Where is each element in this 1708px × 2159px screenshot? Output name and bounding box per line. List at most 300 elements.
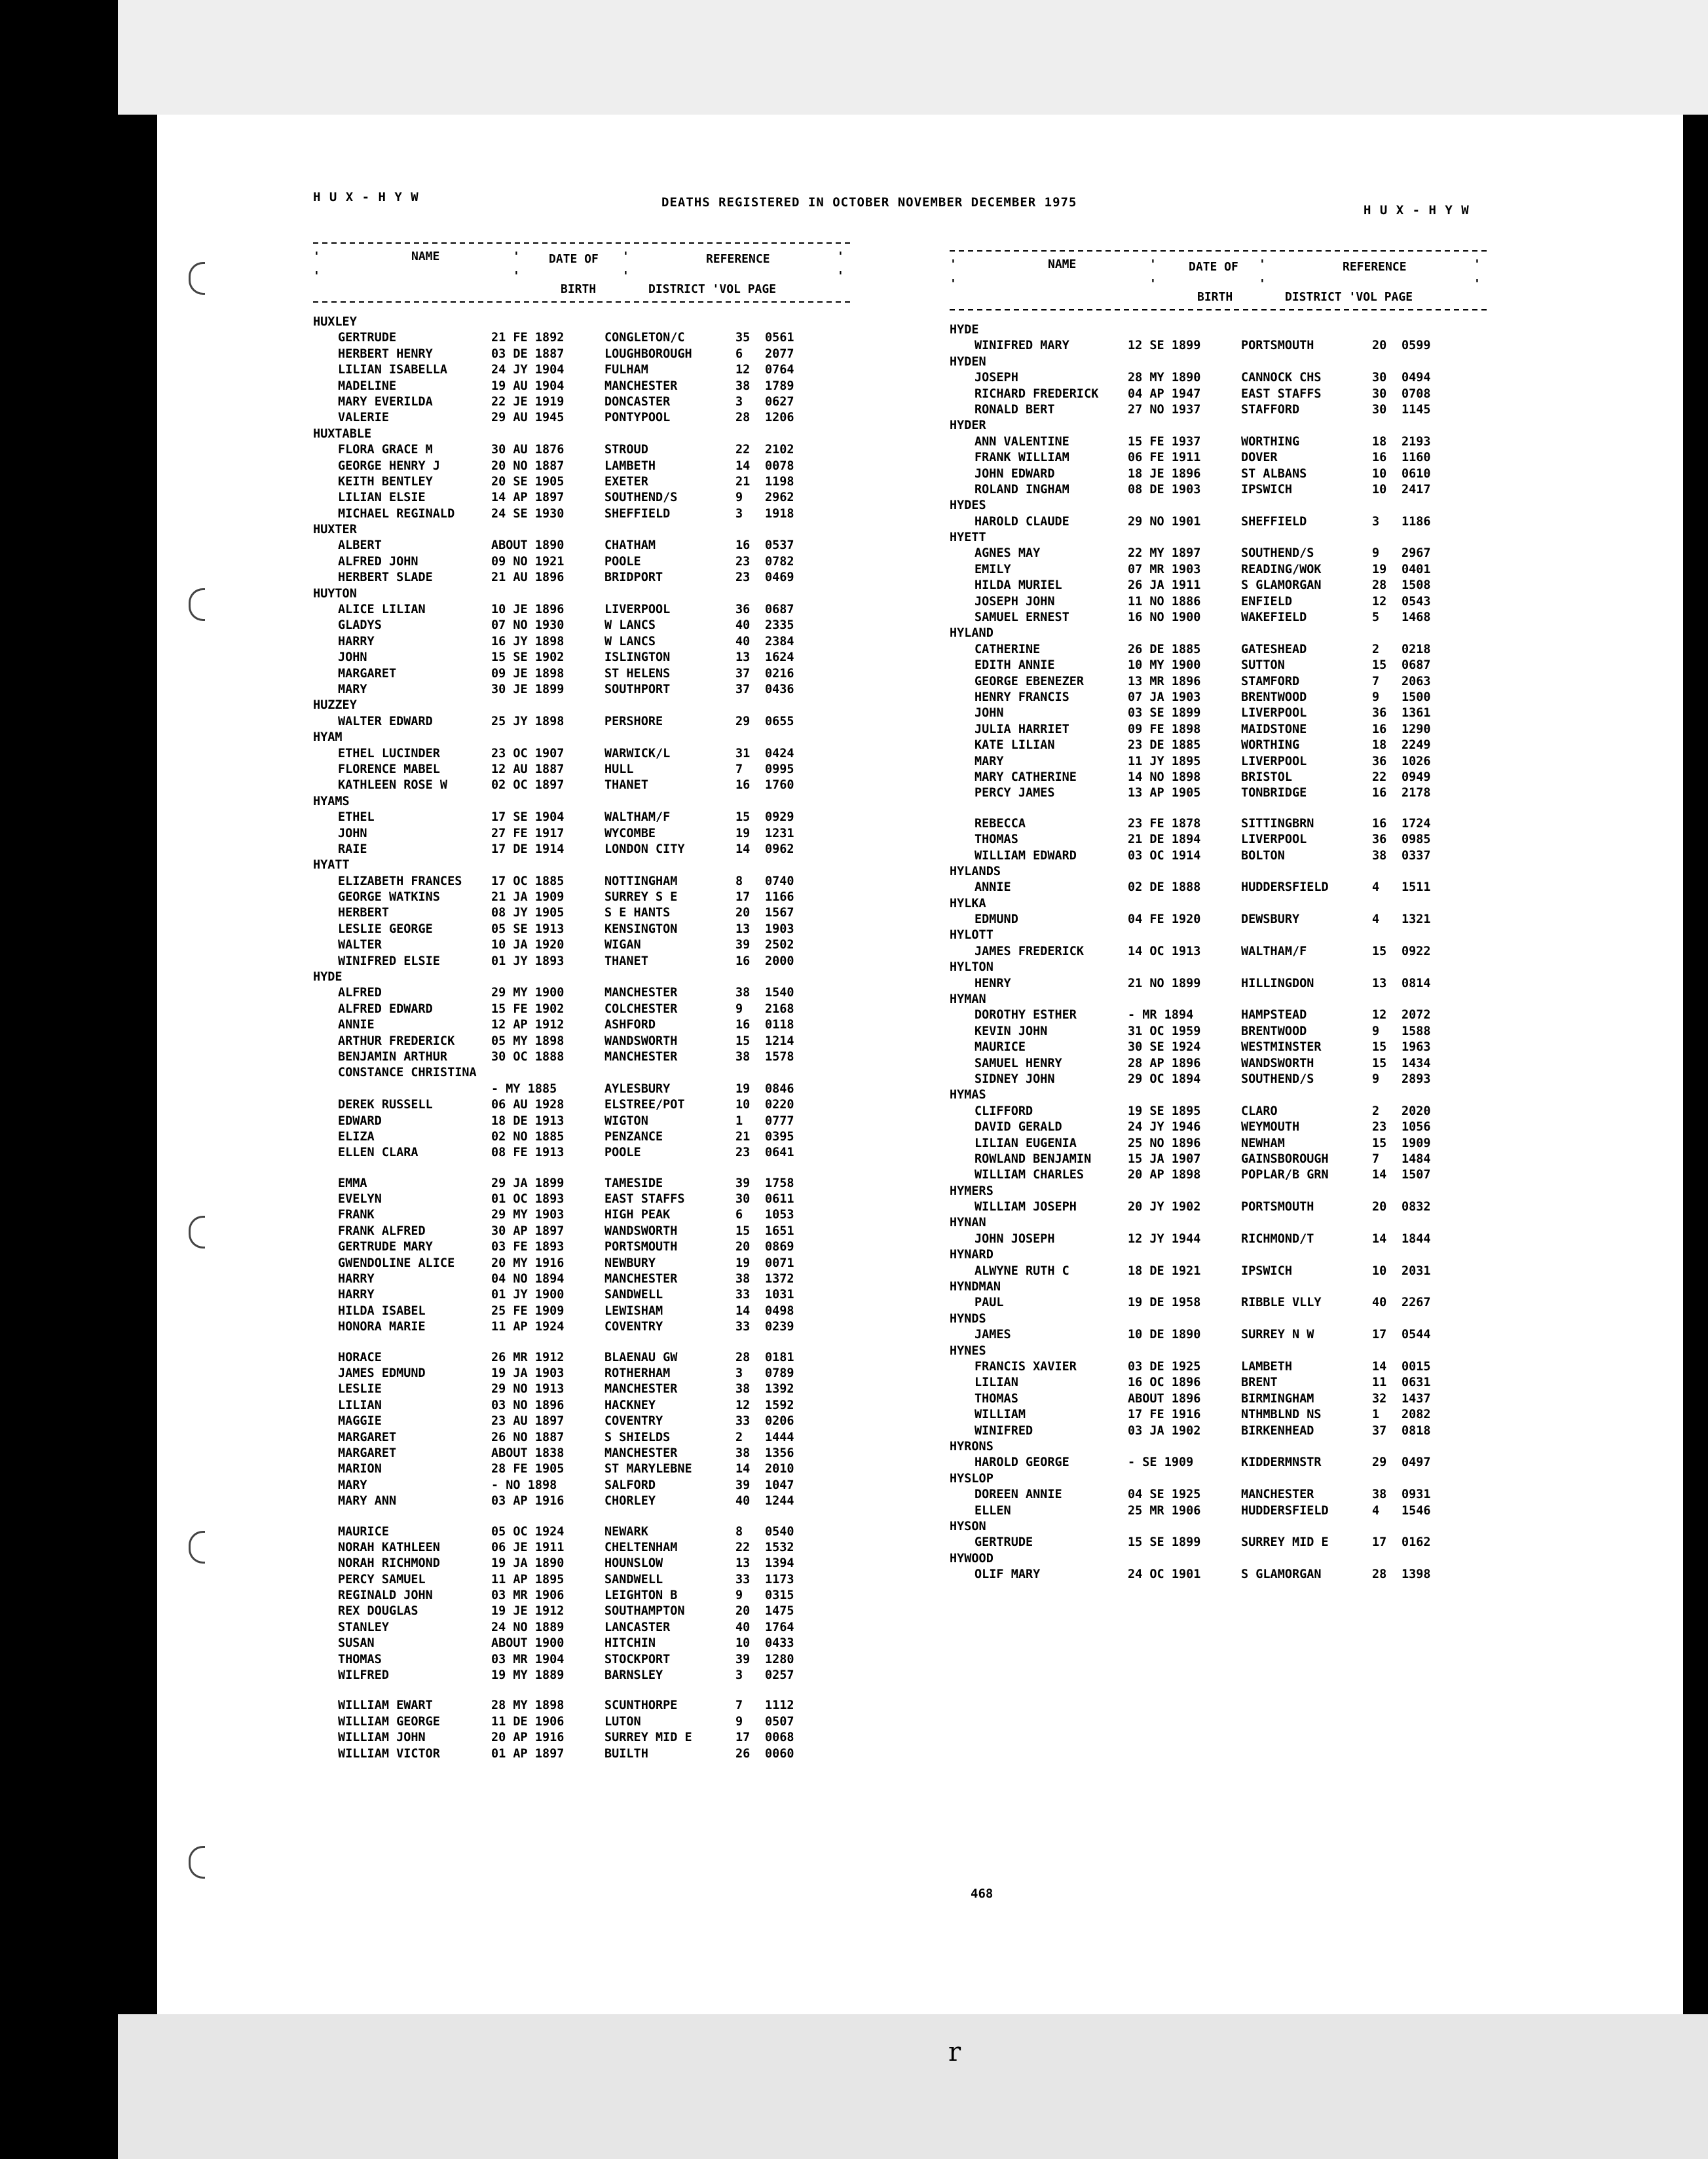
page-ref: 0071: [765, 1256, 794, 1270]
birth-date: 03 JA 1902: [1128, 1423, 1201, 1438]
volume: 16: [735, 778, 751, 793]
district: RICHMOND/T: [1241, 1231, 1314, 1246]
page-ref: 1764: [765, 1620, 794, 1634]
given-name: EMMA: [338, 1176, 367, 1190]
volume: 19: [735, 1256, 751, 1270]
table-row: [950, 1136, 1487, 1152]
given-name: GLADYS: [338, 618, 382, 633]
volume: 17: [1372, 1328, 1387, 1342]
surname-heading: [950, 1519, 1487, 1535]
table-row: [313, 1604, 850, 1619]
page-ref: 1500: [1402, 690, 1431, 704]
page-ref: 0068: [765, 1731, 794, 1745]
given-name: CONSTANCE CHRISTINA: [338, 1066, 477, 1080]
table-row: [313, 538, 850, 554]
district: HILLINGDON: [1241, 976, 1314, 990]
district: BARNSLEY: [604, 1668, 663, 1683]
page-ref: 1546: [1402, 1503, 1431, 1518]
volume: 10: [1372, 1264, 1387, 1278]
volume: 9: [1372, 1024, 1380, 1038]
volume: 2: [1372, 642, 1380, 656]
given-name: CATHERINE: [975, 642, 1041, 656]
birth-column-header: BIRTH: [1197, 290, 1233, 304]
district: SURREY MID E: [604, 1731, 692, 1745]
given-name: HERBERT SLADE: [338, 571, 433, 585]
volume: 39: [735, 1478, 751, 1492]
right-column: [950, 249, 1487, 1583]
district: HACKNEY: [604, 1398, 656, 1412]
given-name: KATE LILIAN: [975, 738, 1055, 753]
page-ref: 1789: [765, 379, 794, 393]
birth-date: 27 FE 1917: [491, 826, 565, 840]
given-name: DEREK RUSSELL: [338, 1098, 433, 1112]
table-row: [313, 1145, 850, 1161]
page-ref: 0424: [765, 746, 794, 760]
given-name: JAMES EDMUND: [338, 1366, 426, 1380]
volume: 16: [735, 1018, 751, 1032]
volume: 22: [735, 1540, 751, 1554]
table-row: [950, 832, 1487, 848]
birth-date: 25 MR 1906: [1128, 1503, 1201, 1518]
table-row: [950, 1327, 1487, 1343]
district: WAKEFIELD: [1241, 610, 1307, 625]
volume: 15: [1372, 658, 1387, 673]
date-of-column-header: DATE OF: [549, 252, 599, 266]
volume: 1: [1372, 1408, 1380, 1422]
given-name: LESLIE: [338, 1382, 382, 1397]
district: HOUNSLOW: [604, 1556, 663, 1571]
page-ref: 0818: [1402, 1423, 1431, 1438]
birth-date: 03 NO 1896: [491, 1398, 565, 1412]
birth-date: 03 FE 1893: [491, 1240, 565, 1254]
volume: 3: [735, 394, 743, 409]
district: DOVER: [1241, 451, 1278, 465]
page-ref: 2267: [1402, 1296, 1431, 1310]
given-name: GERTRUDE: [975, 1535, 1033, 1550]
district: DEWSBURY: [1241, 912, 1300, 927]
table-row: [313, 490, 850, 506]
scan-top-strip: [118, 0, 1708, 115]
page-ref: 1592: [765, 1398, 794, 1412]
given-name: JOHN EDWARD: [975, 466, 1055, 481]
table-row: [313, 905, 850, 921]
birth-date: 15 FE 1937: [1128, 434, 1201, 449]
volume: 14: [1372, 1168, 1387, 1182]
given-name: GEORGE HENRY J: [338, 459, 440, 473]
surname: HYDE: [313, 970, 343, 985]
header-right-range: H U X - H Y W: [1364, 203, 1470, 217]
birth-date: 08 DE 1903: [1128, 482, 1201, 497]
page-ref: 0433: [765, 1636, 794, 1651]
surname-heading: [313, 522, 850, 538]
volume: 22: [1372, 770, 1387, 784]
table-row: [950, 1040, 1487, 1055]
district: NOTTINGHAM: [604, 874, 678, 888]
given-name: HENRY FRANCIS: [975, 690, 1069, 704]
district: WALTHAM/F: [604, 810, 671, 825]
volume: 14: [735, 842, 751, 856]
table-row: [313, 442, 850, 458]
volume: 13: [735, 922, 751, 936]
district: W LANCS: [604, 618, 656, 633]
district: LIVERPOOL: [1241, 833, 1307, 847]
table-row: [950, 370, 1487, 386]
district: LANCASTER: [604, 1620, 671, 1634]
given-name: JOHN: [338, 650, 367, 665]
district: WANDSWORTH: [1241, 1056, 1314, 1070]
volume: 26: [735, 1746, 751, 1761]
given-name: ELIZABETH FRANCES: [338, 874, 462, 888]
table-row: [313, 347, 850, 362]
given-name: MARY EVERILDA: [338, 394, 433, 409]
surname: HYNDMAN: [950, 1280, 1001, 1294]
table-row: [313, 1366, 850, 1381]
district: WALTHAM/F: [1241, 944, 1307, 958]
page-ref: 2072: [1402, 1008, 1431, 1023]
birth-date: 20 AP 1898: [1128, 1168, 1201, 1182]
birth-date: 21 AU 1896: [491, 571, 565, 585]
volume: 17: [735, 890, 751, 905]
given-name: MARY: [338, 682, 367, 696]
page-ref: 0060: [765, 1746, 794, 1761]
birth-date: 05 OC 1924: [491, 1524, 565, 1539]
district: NEWHAM: [1241, 1136, 1285, 1150]
page-ref: 0561: [765, 331, 794, 345]
volume: 16: [735, 538, 751, 553]
birth-date: 11 AP 1895: [491, 1572, 565, 1586]
page-ref: 0782: [765, 554, 794, 569]
given-name: GERTRUDE MARY: [338, 1240, 433, 1254]
given-name: JOHN: [338, 826, 367, 840]
birth-date: 08 JY 1905: [491, 906, 565, 920]
surname-heading: [950, 928, 1487, 943]
table-row: [313, 746, 850, 762]
page-ref: 0846: [765, 1081, 794, 1096]
given-name: THOMAS: [338, 1652, 382, 1666]
birth-date: 06 FE 1911: [1128, 451, 1201, 465]
district-vol-page-column-header: DISTRICT 'VOL PAGE: [1285, 290, 1413, 304]
surname: HYNES: [950, 1343, 986, 1358]
district: LEIGHTON B: [604, 1588, 678, 1603]
district: LONDON CITY: [604, 842, 685, 856]
given-name: WILLIAM EWART: [338, 1699, 433, 1713]
volume: 28: [1372, 1568, 1387, 1582]
district: HUDDERSFIELD: [1241, 880, 1329, 895]
district: EAST STAFFS: [1241, 386, 1322, 401]
table-row: [313, 1097, 850, 1113]
page-ref: 2249: [1402, 738, 1431, 753]
table-row: [313, 1176, 850, 1192]
district: EXETER: [604, 474, 648, 489]
district: WIGAN: [604, 938, 641, 952]
table-row: [313, 410, 850, 426]
district: LIVERPOOL: [604, 603, 671, 617]
volume: 12: [1372, 1008, 1387, 1023]
volume: 30: [1372, 386, 1387, 401]
district: COLCHESTER: [604, 1002, 678, 1016]
surname-heading: [950, 992, 1487, 1007]
given-name: WILLIAM VICTOR: [338, 1746, 440, 1761]
volume: 14: [735, 459, 751, 473]
name-column-header: NAME: [411, 250, 440, 263]
given-name: RAIE: [338, 842, 367, 856]
given-name: KATHLEEN ROSE W: [338, 778, 448, 793]
page-ref: 0832: [1402, 1200, 1431, 1214]
table-row: [950, 514, 1487, 530]
table-row: [950, 705, 1487, 721]
volume: 38: [1372, 1488, 1387, 1502]
table-row: [313, 1304, 850, 1319]
given-name: ELLEN: [975, 1503, 1011, 1518]
surname: HYDEN: [950, 354, 986, 369]
page-ref: 2031: [1402, 1264, 1431, 1278]
district: IPSWICH: [1241, 1264, 1292, 1278]
page-ref: 2502: [765, 938, 794, 952]
page-ref: 2082: [1402, 1408, 1431, 1422]
page-ref: 2335: [765, 618, 794, 633]
given-name: HARRY: [338, 634, 375, 648]
given-name: ROLAND INGHAM: [975, 482, 1069, 497]
given-name: WILLIAM JOSEPH: [975, 1200, 1077, 1214]
birth-date: 15 FE 1902: [491, 1002, 565, 1016]
district: W LANCS: [604, 634, 656, 648]
page-ref: 1394: [765, 1556, 794, 1571]
page-ref: 1290: [1402, 722, 1431, 736]
page-ref: 2000: [765, 954, 794, 968]
given-name: MARY: [338, 1478, 367, 1492]
volume: 16: [735, 954, 751, 968]
surname-heading: [313, 426, 850, 442]
birth-date: 01 OC 1893: [491, 1192, 565, 1207]
surname: HYSON: [950, 1519, 986, 1533]
birth-date: 28 MY 1898: [491, 1699, 565, 1713]
table-row: [313, 954, 850, 969]
table-row: [313, 330, 850, 346]
surname-heading: [950, 1215, 1487, 1231]
district: WIGTON: [604, 1114, 648, 1128]
district: LAMBETH: [1241, 1360, 1292, 1374]
volume: 21: [735, 1129, 751, 1144]
table-row: [950, 1264, 1487, 1279]
surname: HUXTABLE: [313, 426, 372, 441]
given-name: FRANK ALFRED: [338, 1224, 426, 1238]
birth-date: 29 MY 1903: [491, 1208, 565, 1222]
page-ref: 1173: [765, 1572, 794, 1586]
table-row: [950, 848, 1487, 864]
page-ref: 1398: [1402, 1568, 1431, 1582]
table-row: [313, 474, 850, 490]
volume: 9: [735, 1714, 743, 1729]
surname: HYNARD: [950, 1248, 993, 1262]
volume: 21: [735, 474, 751, 489]
table-row: [950, 1407, 1487, 1423]
district: MANCHESTER: [604, 1049, 678, 1064]
page-ref: 1280: [765, 1652, 794, 1666]
table-row: [313, 1207, 850, 1223]
given-name: EDWARD: [338, 1114, 382, 1128]
birth-date: 18 DE 1913: [491, 1114, 565, 1128]
given-name: EDITH ANNIE: [975, 658, 1055, 673]
district: GAINSBOROUGH: [1241, 1152, 1329, 1166]
volume: 15: [735, 1034, 751, 1048]
table-row: [313, 1256, 850, 1271]
district: BRIDPORT: [604, 571, 663, 585]
volume: 13: [735, 1556, 751, 1571]
given-name: LESLIE GEORGE: [338, 922, 433, 936]
volume: 40: [735, 1620, 751, 1634]
district: ROTHERHAM: [604, 1366, 671, 1380]
given-name: HORACE: [338, 1350, 382, 1364]
birth-date: 19 AU 1904: [491, 379, 565, 393]
district: STOCKPORT: [604, 1652, 671, 1666]
given-name: MICHAEL REGINALD: [338, 506, 455, 521]
district: STAMFORD: [1241, 674, 1300, 688]
district: THANET: [604, 778, 648, 793]
table-row: [950, 1119, 1487, 1135]
volume: 37: [735, 682, 751, 696]
page-ref: 0436: [765, 682, 794, 696]
page-ref: 0507: [765, 1714, 794, 1729]
table-row: [950, 738, 1487, 753]
table-row: [313, 1493, 850, 1509]
page-ref: 0922: [1402, 944, 1431, 958]
table-row: [950, 594, 1487, 610]
district: KENSINGTON: [604, 922, 678, 936]
given-name: REX DOUGLAS: [338, 1604, 418, 1619]
given-name: REBECCA: [975, 816, 1026, 831]
surname-heading: [950, 960, 1487, 975]
table-row: [313, 1478, 850, 1493]
page-ref: 1511: [1402, 880, 1431, 895]
district: BRENTWOOD: [1241, 1024, 1307, 1038]
table-row: [313, 1652, 850, 1668]
volume: 29: [735, 714, 751, 728]
birth-date: 20 AP 1916: [491, 1731, 565, 1745]
birth-date: 15 SE 1902: [491, 650, 565, 665]
given-name: JOHN: [975, 706, 1004, 721]
table-row: [313, 1239, 850, 1255]
birth-date: - MR 1894: [1128, 1008, 1194, 1023]
table-row: [313, 1081, 850, 1097]
surname: HYMAN: [950, 992, 986, 1007]
volume: 15: [1372, 1056, 1387, 1070]
table-row: [313, 1271, 850, 1287]
surname: HUXTER: [313, 523, 357, 537]
birth-date: 11 AP 1924: [491, 1320, 565, 1334]
birth-date: 27 NO 1937: [1128, 402, 1201, 417]
page-ref: 1532: [765, 1540, 794, 1554]
page-ref: 0740: [765, 874, 794, 888]
volume: 36: [1372, 706, 1387, 721]
volume: 33: [735, 1572, 751, 1586]
surname-heading: [313, 857, 850, 873]
surname-heading: [950, 498, 1487, 514]
volume: 9: [1372, 690, 1380, 704]
volume: 32: [1372, 1391, 1387, 1406]
given-name: JULIA HARRIET: [975, 722, 1069, 736]
table-row: [950, 1503, 1487, 1519]
district: CHELTENHAM: [604, 1540, 678, 1554]
birth-date: 29 JA 1899: [491, 1176, 565, 1190]
given-name: ROWLAND BENJAMIN: [975, 1152, 1092, 1166]
birth-date: 09 FE 1898: [1128, 722, 1201, 736]
given-name: ARTHUR FREDERICK: [338, 1034, 455, 1048]
district: WANDSWORTH: [604, 1034, 678, 1048]
table-row: [313, 922, 850, 937]
page-ref: 2102: [765, 443, 794, 457]
volume: 9: [735, 491, 743, 505]
table-row: [313, 1114, 850, 1129]
table-row: [950, 912, 1487, 928]
birth-date: 31 OC 1959: [1128, 1024, 1201, 1038]
table-row: [313, 778, 850, 793]
birth-date: 25 NO 1896: [1128, 1136, 1201, 1150]
page-ref: 1112: [765, 1699, 794, 1713]
volume: 23: [735, 1146, 751, 1160]
district: HITCHIN: [604, 1636, 656, 1651]
birth-date: ABOUT 1890: [491, 538, 565, 553]
table-row: [950, 1199, 1487, 1215]
volume: 8: [735, 874, 743, 888]
table-row: [950, 402, 1487, 418]
table-row: [313, 1414, 850, 1429]
page-ref: 1540: [765, 986, 794, 1000]
table-row: [313, 1002, 850, 1017]
page-ref: 1475: [765, 1604, 794, 1619]
given-name: JOSEPH JOHN: [975, 594, 1055, 609]
volume: 16: [1372, 722, 1387, 736]
surname-heading: [950, 1551, 1487, 1567]
given-name: MARION: [338, 1462, 382, 1476]
birth-date: 29 OC 1894: [1128, 1072, 1201, 1086]
birth-date: 19 JE 1912: [491, 1604, 565, 1619]
birth-date: 23 AU 1897: [491, 1414, 565, 1429]
birth-date: 26 DE 1885: [1128, 642, 1201, 656]
surname-heading: [950, 1247, 1487, 1263]
given-name: GWENDOLINE ALICE: [338, 1256, 455, 1270]
volume: 13: [735, 650, 751, 665]
birth-date: 25 JY 1898: [491, 714, 565, 728]
volume: 38: [735, 379, 751, 393]
table-row: [313, 506, 850, 522]
volume: 14: [1372, 1360, 1387, 1374]
page-ref: 0078: [765, 459, 794, 473]
table-row: [313, 634, 850, 650]
volume: 18: [1372, 434, 1387, 449]
given-name: ELIZA: [338, 1129, 375, 1144]
surname-heading: [950, 1343, 1487, 1359]
page-ref: 2967: [1402, 546, 1431, 561]
surname: HUYTON: [313, 586, 357, 601]
given-name: EDMUND: [975, 912, 1018, 927]
birth-date: 03 DE 1887: [491, 347, 565, 361]
birth-date: 12 SE 1899: [1128, 339, 1201, 353]
birth-date: 15 JA 1907: [1128, 1152, 1201, 1166]
given-name: WINIFRED: [975, 1423, 1033, 1438]
given-name: HILDA ISABEL: [338, 1304, 426, 1318]
district: PENZANCE: [604, 1129, 663, 1144]
district: PORTSMOUTH: [1241, 1200, 1314, 1214]
table-row: [950, 1072, 1487, 1087]
table-row: [950, 466, 1487, 482]
table-row: [950, 1024, 1487, 1040]
birth-date: 16 OC 1896: [1128, 1376, 1201, 1390]
birth-date: 05 SE 1913: [491, 922, 565, 936]
given-name: HARRY: [338, 1272, 375, 1286]
given-name: HILDA MURIEL: [975, 578, 1062, 593]
birth-date: 28 FE 1905: [491, 1462, 565, 1476]
page-ref: 2020: [1402, 1104, 1431, 1118]
